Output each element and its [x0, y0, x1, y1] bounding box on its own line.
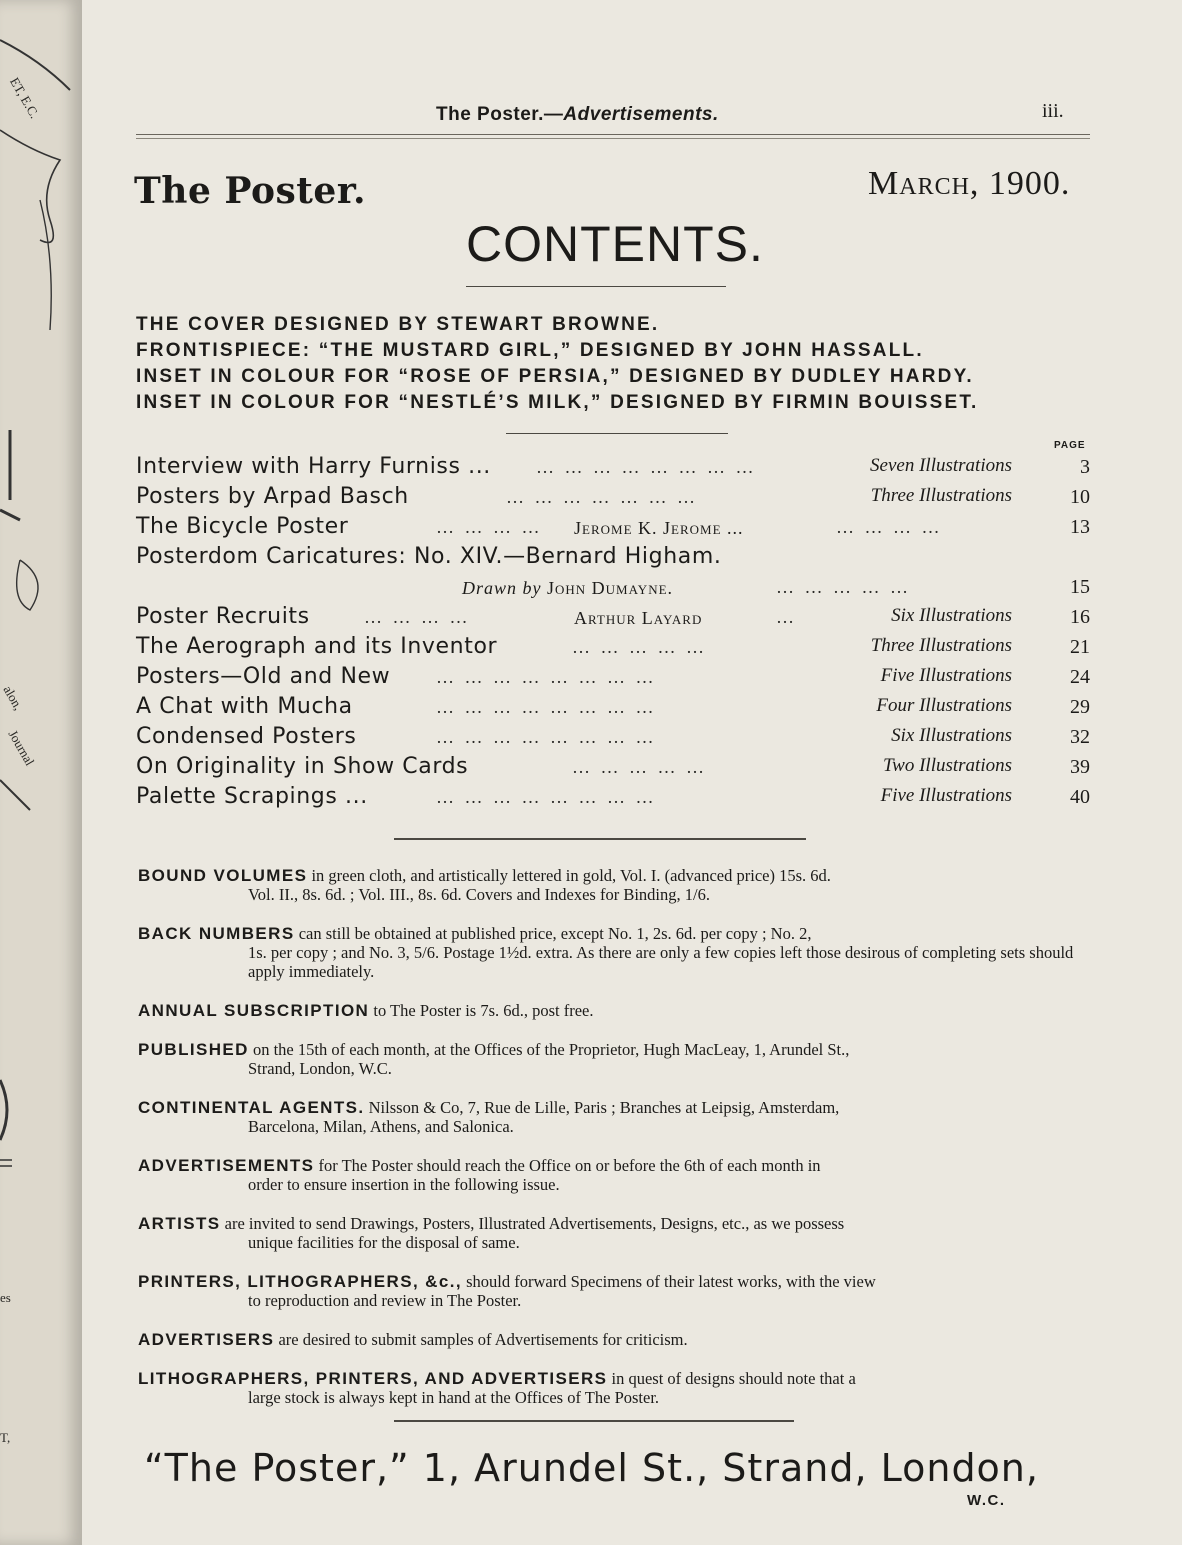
toc-page: 40 [1070, 786, 1090, 808]
facing-text-fragment: T, [0, 1430, 11, 1445]
toc-illustrations: Six Illustrations [891, 725, 1012, 746]
notice-text: can still be obtained at published price, except No. 1, 2s. 6d. per copy ; No. 2, [294, 924, 812, 943]
table-of-contents [136, 454, 1096, 814]
toc-illustrations: Three Illustrations [870, 485, 1012, 506]
leader-dots: … [776, 607, 797, 627]
toc-illustrations: Four Illustrations [876, 695, 1012, 716]
leader-dots: … … … … … … … … [536, 457, 757, 477]
divider [466, 286, 726, 287]
notice [138, 1214, 1084, 1252]
toc-entry [136, 664, 1096, 694]
running-header [82, 100, 1182, 130]
toc-title: The Aerograph and its Inventor [136, 634, 498, 659]
toc-entry [136, 634, 1096, 664]
notice-key: BACK NUMBERS [138, 924, 295, 943]
notice-text: in quest of designs should note that a [607, 1369, 856, 1388]
running-title [436, 104, 719, 126]
toc-author: Arthur Layard [574, 608, 703, 628]
notice-text: unique facilities for the disposal of same. [248, 1233, 520, 1252]
notice-text: for The Poster should reach the Office on or before the 6th of each month in [314, 1156, 821, 1175]
header-rule [136, 134, 1090, 139]
toc-entry [136, 604, 1096, 634]
toc-entry [136, 514, 1096, 544]
footer-postcode: W.C. [967, 1492, 1006, 1509]
toc-entry [136, 484, 1096, 514]
leader-dots: … … … … … [572, 637, 707, 657]
facing-text-fragment: es [0, 1290, 11, 1305]
divider [394, 838, 806, 840]
toc-illustrations: Three Illustrations [870, 635, 1012, 656]
notice [138, 866, 1084, 904]
toc-title: Poster Recruits [136, 604, 310, 629]
notice-text: are invited to send Drawings, Posters, Illustrated Advertisements, Designs, etc., as we possess [220, 1214, 845, 1233]
page-number: iii. [1042, 100, 1064, 122]
toc-page: 3 [1080, 456, 1090, 478]
toc-page: 15 [1070, 576, 1090, 598]
toc-title: The Bicycle Poster [136, 514, 349, 539]
divider [506, 433, 728, 434]
notice-text: Vol. II., 8s. 6d. ; Vol. III., 8s. 6d. Covers and Indexes for Binding, 1/6. [248, 885, 710, 904]
notice-key: ADVERTISERS [138, 1330, 275, 1349]
toc-author: John Dumayne. [547, 578, 674, 598]
notice [138, 1098, 1084, 1136]
toc-entry [136, 694, 1096, 724]
toc-illustrations: Seven Illustrations [870, 455, 1012, 476]
toc-illustrations: Five Illustrations [880, 665, 1012, 686]
magazine-page [82, 0, 1182, 1545]
toc-page: 29 [1070, 696, 1090, 718]
toc-illustrations: Two Illustrations [883, 755, 1012, 776]
masthead: The Poster. [134, 170, 367, 212]
notice-text: should forward Specimens of their latest works, with the view [461, 1272, 876, 1291]
notice-key: ANNUAL SUBSCRIPTION [138, 1001, 370, 1020]
notice-text: to The Poster is 7s. 6d., post free. [369, 1001, 594, 1020]
toc-page: 13 [1070, 516, 1090, 538]
notices-block [138, 866, 1084, 1427]
toc-page: 39 [1070, 756, 1090, 778]
issue-date: March, 1900. [868, 165, 1071, 202]
running-title-italic: Advertisements. [563, 104, 719, 125]
leader-dots: … … … … [364, 607, 471, 627]
notice-key: LITHOGRAPHERS, PRINTERS, AND ADVERTISERS [138, 1369, 608, 1388]
toc-page: 10 [1070, 486, 1090, 508]
credits-block [136, 312, 979, 416]
notice-text: Barcelona, Milan, Athens, and Salonica. [248, 1117, 514, 1136]
facing-text-fragment: alon, [0, 682, 27, 713]
toc-entry [136, 784, 1096, 814]
notice-text: order to ensure insertion in the following issue. [248, 1175, 560, 1194]
notice-text: 1s. per copy ; and No. 3, 5/6. Postage 1½d. extra. As there are only a few copies left those desirous of completing sets should apply immediately. [248, 943, 1074, 981]
notice-text: large stock is always kept in hand at the Offices of The Poster. [248, 1388, 660, 1407]
toc-entry [136, 454, 1096, 484]
leader-dots: … … … … … … … … [436, 787, 657, 807]
notice [138, 924, 1084, 981]
notice-text: are desired to submit samples of Advertisements for criticism. [274, 1330, 688, 1349]
running-title-main: The Poster.— [436, 104, 564, 125]
facing-page-ornament [0, 0, 82, 1545]
facing-text-fragment: ET, E.C. [7, 74, 43, 121]
toc-title: Posters—Old and New [136, 664, 391, 689]
notice [138, 1369, 1084, 1407]
drawn-by-label: Drawn by [462, 578, 542, 598]
notice-key: ARTISTS [138, 1214, 221, 1233]
credit-line: INSET IN COLOUR FOR “ROSE OF PERSIA,” DESIGNED BY DUDLEY HARDY. [136, 366, 974, 387]
toc-title: A Chat with Mucha [136, 694, 353, 719]
credit-line: FRONTISPIECE: “THE MUSTARD GIRL,” DESIGNED BY JOHN HASSALL. [136, 340, 924, 361]
toc-page: 24 [1070, 666, 1090, 688]
notice [138, 1272, 1084, 1310]
toc-illustrations: Five Illustrations [880, 785, 1012, 806]
facing-text-fragment: Journal [5, 727, 38, 769]
facing-page-fragment [0, 0, 83, 1545]
toc-title: Condensed Posters [136, 724, 357, 749]
toc-entry [136, 544, 1096, 574]
credit-line: THE COVER DESIGNED BY STEWART BROWNE. [136, 314, 660, 335]
toc-title: Interview with Harry Furniss ... [136, 454, 491, 479]
notice-key: PRINTERS, LITHOGRAPHERS, &c., [138, 1272, 462, 1291]
leader-dots: … … … … … … … [506, 487, 698, 507]
toc-title: On Originality in Show Cards [136, 754, 469, 779]
notice-key: CONTINENTAL AGENTS. [138, 1098, 365, 1117]
notice-text: Nilsson & Co, 7, Rue de Lille, Paris ; Branches at Leipsig, Amsterdam, [364, 1098, 840, 1117]
notice [138, 1001, 1084, 1020]
toc-page: 21 [1070, 636, 1090, 658]
leader-dots: … … … … … … … … [436, 667, 657, 687]
leader-dots: … … … … … … … … [436, 697, 657, 717]
toc-author: Jerome K. Jerome ... [574, 518, 744, 538]
footer-address: “The Poster,” 1, Arundel St., Strand, London, [144, 1446, 1039, 1490]
notice [138, 1156, 1084, 1194]
toc-illustrations: Six Illustrations [891, 605, 1012, 626]
divider [394, 1420, 794, 1422]
notice-text: in green cloth, and artistically lettered in gold, Vol. I. (advanced price) 15s. 6d. [307, 866, 831, 885]
toc-byline [462, 578, 673, 599]
toc-entry [136, 724, 1096, 754]
notice-text: Strand, London, W.C. [248, 1059, 392, 1078]
toc-page-column-header: PAGE [1054, 440, 1086, 451]
notice-key: BOUND VOLUMES [138, 866, 308, 885]
toc-entry [136, 754, 1096, 784]
notice-text: on the 15th of each month, at the Offices of the Proprietor, Hugh MacLeay, 1, Arundel St., [248, 1040, 850, 1059]
toc-title: Posterdom Caricatures: No. XIV.—Bernard Higham. [136, 544, 722, 569]
leader-dots: … … … … … [572, 757, 707, 777]
notice [138, 1330, 1084, 1349]
leader-dots: … … … … … … … … [436, 727, 657, 747]
credit-line: INSET IN COLOUR FOR “NESTLÉ’S MILK,” DESIGNED BY FIRMIN BOUISSET. [136, 392, 979, 413]
toc-page: 16 [1070, 606, 1090, 628]
toc-title: Posters by Arpad Basch [136, 484, 409, 509]
notice-key: PUBLISHED [138, 1040, 249, 1059]
leader-dots: … … … … [436, 517, 543, 537]
contents-heading: CONTENTS. [466, 216, 764, 272]
notice-key: ADVERTISEMENTS [138, 1156, 315, 1175]
leader-dots: … … … … … [776, 577, 911, 597]
toc-title: Palette Scrapings ... [136, 784, 368, 809]
notice [138, 1040, 1084, 1078]
toc-entry [136, 574, 1096, 604]
leader-dots: … … … … [836, 517, 943, 537]
notice-text: to reproduction and review in The Poster. [248, 1291, 522, 1310]
toc-page: 32 [1070, 726, 1090, 748]
